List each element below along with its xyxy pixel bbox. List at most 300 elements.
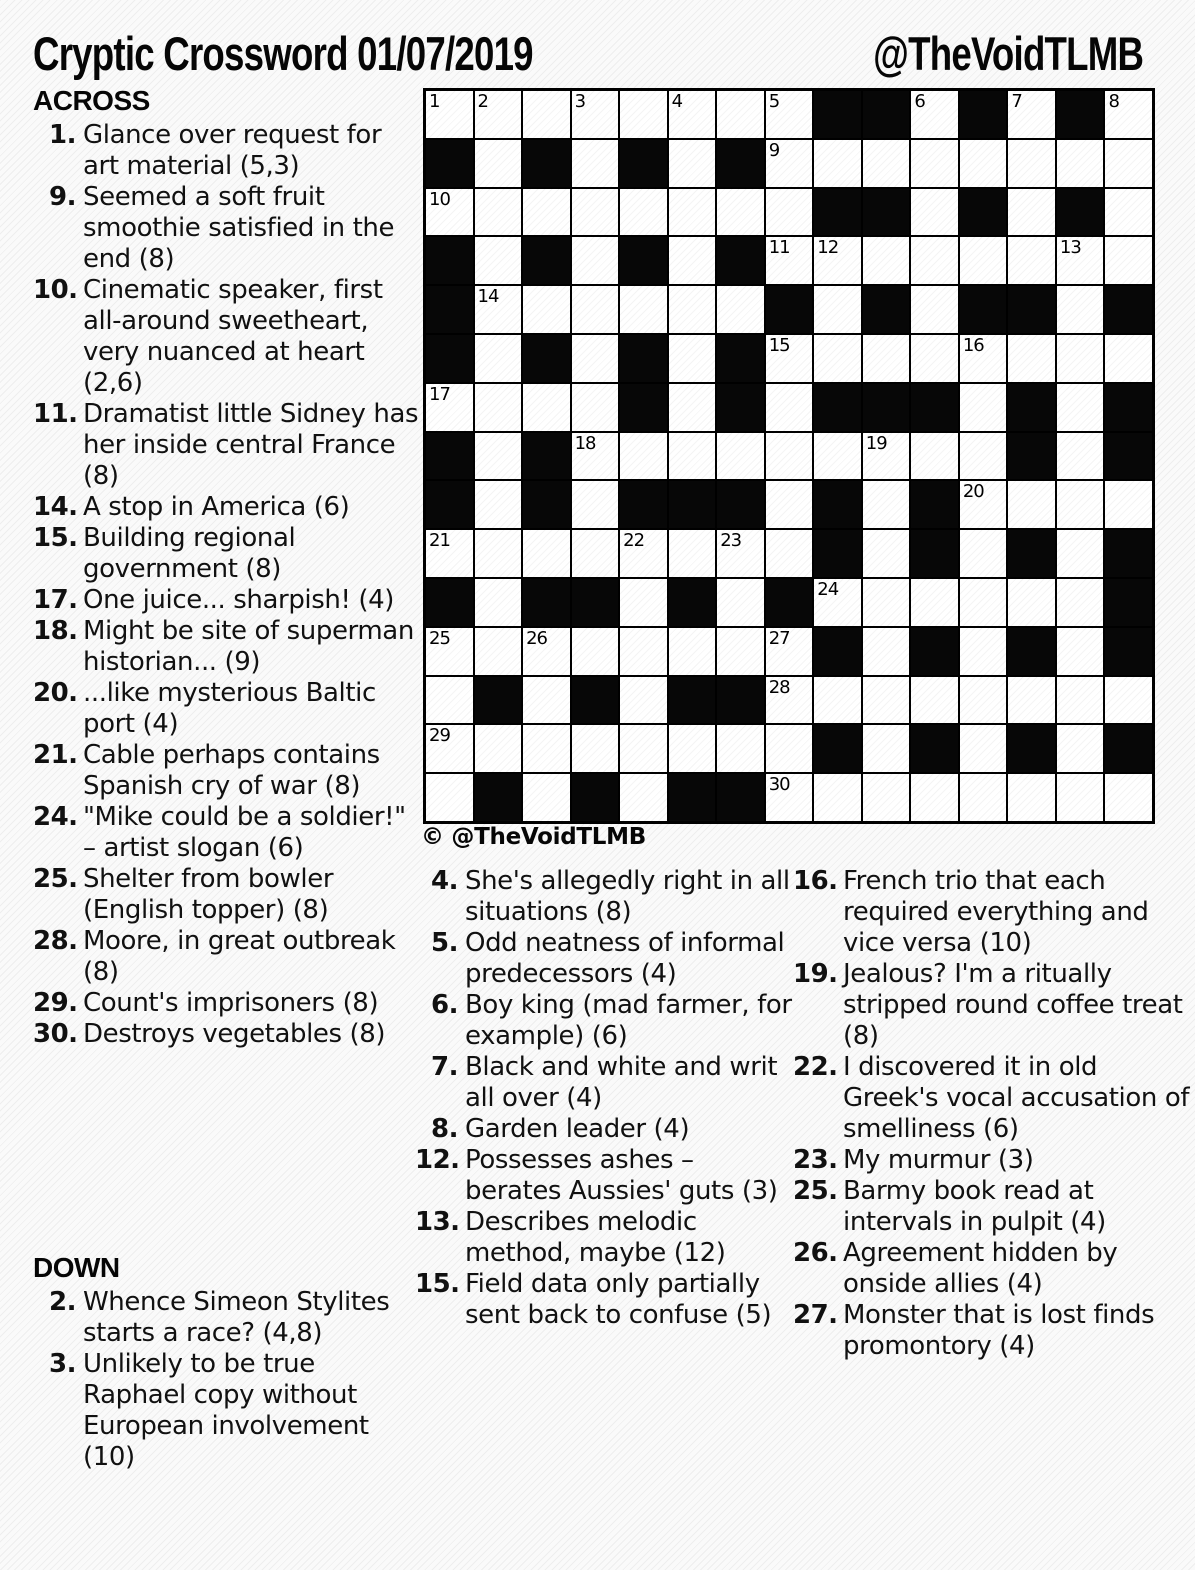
grid-cell[interactable] (813, 334, 862, 383)
grid-cell[interactable] (959, 773, 1008, 822)
cell-number: 9 (768, 139, 780, 161)
grid-cell-black (910, 724, 959, 773)
cell-number: 7 (1011, 91, 1022, 112)
clue-27-down (793, 1300, 1195, 1362)
grid-cell[interactable] (716, 627, 765, 676)
grid-cell[interactable] (668, 334, 717, 383)
clue-25-across (33, 864, 422, 926)
grid-cell-black (716, 773, 765, 822)
clue-number: 2. (49, 1287, 76, 1317)
grid-cell-black (716, 236, 765, 285)
grid-cell[interactable] (862, 139, 911, 188)
grid-cell-black (813, 90, 862, 139)
grid-cell[interactable] (1056, 676, 1105, 725)
grid-cell[interactable] (716, 188, 765, 237)
clue-text: I discovered it in old Greek's vocal accusation of smelliness (6) (843, 1052, 1190, 1144)
copyright: © @TheVoidTLMB (421, 824, 646, 850)
clue-21-across (33, 740, 422, 802)
grid-cell[interactable] (571, 285, 620, 334)
grid-cell[interactable] (1056, 432, 1105, 481)
grid-cell[interactable] (619, 285, 668, 334)
grid-cell[interactable] (1104, 236, 1153, 285)
clue-number: 26. (793, 1238, 838, 1268)
grid-cell[interactable] (716, 90, 765, 139)
grid-cell[interactable] (959, 236, 1008, 285)
grid-cell[interactable] (1056, 139, 1105, 188)
grid-cell[interactable] (765, 480, 814, 529)
clue-number: 22. (793, 1052, 838, 1082)
grid-cell[interactable] (571, 334, 620, 383)
grid-cell-black (1104, 578, 1153, 627)
grid-cell[interactable] (1007, 480, 1056, 529)
grid-cell[interactable] (1056, 236, 1105, 285)
grid-cell[interactable] (716, 432, 765, 481)
grid-cell[interactable] (522, 90, 571, 139)
clue-text: Monster that is lost finds promontory (4) (843, 1300, 1155, 1361)
clue-16-down (793, 866, 1195, 959)
grid-cell-black (959, 188, 1008, 237)
grid-cell[interactable] (862, 724, 911, 773)
page-title: Cryptic Crossword 01/07/2019 (33, 27, 533, 80)
clue-10-across (33, 275, 422, 399)
grid-cell[interactable] (1007, 578, 1056, 627)
clue-15-down (415, 1269, 795, 1331)
grid-cell-black (522, 334, 571, 383)
grid-cell-black (716, 334, 765, 383)
grid-cell[interactable] (910, 773, 959, 822)
grid-cell[interactable] (1104, 676, 1153, 725)
grid-cell[interactable] (619, 432, 668, 481)
clue-number: 20. (33, 678, 78, 708)
grid-cell[interactable] (425, 188, 474, 237)
grid-cell[interactable] (765, 90, 814, 139)
grid-cell[interactable] (765, 236, 814, 285)
clue-number: 24. (33, 802, 78, 832)
cell-number: 20 (962, 481, 984, 503)
clue-number: 6. (431, 990, 458, 1020)
cell-number: 16 (962, 334, 984, 356)
grid-cell[interactable] (910, 188, 959, 237)
grid-cell[interactable] (474, 578, 523, 627)
grid-cell-black (425, 236, 474, 285)
clue-text: Black and white and writ all over (4) (465, 1052, 778, 1113)
grid-cell[interactable] (619, 724, 668, 773)
clue-number: 16. (793, 866, 838, 896)
grid-cell[interactable] (862, 236, 911, 285)
grid-cell-black (619, 383, 668, 432)
clue-number: 27. (793, 1300, 838, 1330)
grid-cell[interactable] (910, 676, 959, 725)
grid-cell-black (619, 236, 668, 285)
grid-cell[interactable] (474, 529, 523, 578)
grid-cell-black (862, 188, 911, 237)
grid-cell[interactable] (668, 383, 717, 432)
grid-cell[interactable] (474, 334, 523, 383)
grid-cell-black (668, 578, 717, 627)
clue-number: 19. (793, 959, 838, 989)
grid-cell[interactable] (1056, 529, 1105, 578)
grid-cell[interactable] (1056, 724, 1105, 773)
grid-cell[interactable] (1056, 285, 1105, 334)
grid-cell[interactable] (765, 188, 814, 237)
grid-cell-black (1007, 724, 1056, 773)
grid-cell-black (716, 676, 765, 725)
grid-cell[interactable] (862, 529, 911, 578)
grid-cell[interactable] (522, 285, 571, 334)
grid-cell[interactable] (716, 285, 765, 334)
grid-cell[interactable] (813, 432, 862, 481)
grid-cell[interactable] (668, 627, 717, 676)
grid-cell[interactable] (765, 724, 814, 773)
down-section-middle (415, 866, 795, 1331)
grid-cell[interactable] (959, 529, 1008, 578)
grid-cell[interactable] (1104, 139, 1153, 188)
grid-cell[interactable] (1056, 627, 1105, 676)
grid-cell[interactable] (813, 578, 862, 627)
grid-cell[interactable] (1056, 334, 1105, 383)
clue-text: A stop in America (6) (83, 492, 350, 522)
down-clue-list-left (33, 1287, 422, 1473)
clue-6-down (415, 990, 795, 1052)
grid-cell[interactable] (765, 627, 814, 676)
grid-cell[interactable] (571, 90, 620, 139)
grid-cell-black (813, 724, 862, 773)
clue-number: 8. (431, 1114, 458, 1144)
grid-cell-black (716, 383, 765, 432)
cell-number: 23 (720, 530, 742, 552)
grid-cell[interactable] (813, 285, 862, 334)
clue-text: Cable perhaps contains Spanish cry of war (8) (83, 740, 380, 801)
grid-cell[interactable] (813, 676, 862, 725)
clue-11-across (33, 399, 422, 492)
cell-number: 11 (768, 237, 790, 259)
down-clue-list-middle (415, 866, 795, 1331)
grid-cell[interactable] (571, 627, 620, 676)
clue-number: 4. (431, 866, 458, 896)
grid-cell[interactable] (862, 627, 911, 676)
grid-cell[interactable] (522, 383, 571, 432)
grid-cell[interactable] (1007, 334, 1056, 383)
grid-cell-black (522, 236, 571, 285)
grid-cell[interactable] (959, 139, 1008, 188)
grid-cell[interactable] (571, 724, 620, 773)
grid-cell[interactable] (425, 90, 474, 139)
grid-cell-black (1056, 90, 1105, 139)
grid-cell[interactable] (474, 627, 523, 676)
clue-number: 11. (33, 399, 78, 429)
grid-cell[interactable] (1104, 90, 1153, 139)
grid-cell-black (813, 529, 862, 578)
grid-cell[interactable] (1056, 480, 1105, 529)
grid-cell[interactable] (959, 724, 1008, 773)
cell-number: 17 (429, 383, 450, 405)
clue-number: 3. (49, 1349, 76, 1379)
clue-text: French trio that each required everything and vice versa (10) (843, 866, 1149, 958)
clue-number: 14. (33, 492, 78, 522)
grid-cell-black (571, 773, 620, 822)
across-heading: ACROSS (33, 85, 150, 116)
grid-cell[interactable] (425, 773, 474, 822)
grid-cell[interactable] (619, 627, 668, 676)
grid-cell-black (910, 480, 959, 529)
grid-cell[interactable] (910, 285, 959, 334)
clue-text: Boy king (mad farmer, for example) (6) (465, 990, 792, 1051)
clue-text: Unlikely to be true Raphael copy without European involvement (10) (83, 1349, 369, 1472)
grid-cell[interactable] (959, 383, 1008, 432)
grid-cell[interactable] (1007, 139, 1056, 188)
clue-23-down (793, 1145, 1195, 1176)
grid-cell[interactable] (959, 578, 1008, 627)
grid-cell[interactable] (668, 285, 717, 334)
cell-number: 29 (429, 725, 450, 747)
grid-cell[interactable] (910, 334, 959, 383)
clue-24-across (33, 802, 422, 864)
grid-cell-black (1104, 529, 1153, 578)
grid-cell-black (522, 139, 571, 188)
clue-text: Garden leader (4) (465, 1114, 690, 1144)
grid-cell[interactable] (813, 139, 862, 188)
clue-number: 5. (431, 928, 458, 958)
grid-cell[interactable] (1056, 383, 1105, 432)
grid-cell-black (1007, 529, 1056, 578)
grid-cell[interactable] (668, 188, 717, 237)
grid-cell[interactable] (765, 334, 814, 383)
across-clue-list (33, 120, 422, 1050)
clue-number: 12. (415, 1145, 460, 1175)
grid-cell[interactable] (474, 188, 523, 237)
crossword-grid[interactable] (423, 88, 1155, 824)
grid-cell[interactable] (571, 480, 620, 529)
grid-cell[interactable] (668, 432, 717, 481)
grid-cell[interactable] (571, 188, 620, 237)
grid-cell[interactable] (959, 676, 1008, 725)
grid-cell-black (910, 529, 959, 578)
grid-cell[interactable] (862, 334, 911, 383)
grid-cell[interactable] (765, 773, 814, 822)
cell-number: 27 (768, 627, 790, 649)
cell-number: 30 (768, 774, 790, 796)
grid-cell[interactable] (910, 90, 959, 139)
grid-cell-black (765, 285, 814, 334)
grid-cell[interactable] (910, 432, 959, 481)
grid-cell[interactable] (959, 432, 1008, 481)
grid-cell[interactable] (1007, 676, 1056, 725)
grid-cell[interactable] (862, 578, 911, 627)
grid-cell-black (959, 90, 1008, 139)
clue-text: One juice... sharpish! (4) (83, 585, 394, 615)
grid-cell-black (425, 139, 474, 188)
grid-cell[interactable] (959, 627, 1008, 676)
clue-text: Seemed a soft fruit smoothie satisfied in the end (8) (83, 182, 395, 274)
grid-cell[interactable] (425, 676, 474, 725)
grid-cell[interactable] (765, 383, 814, 432)
grid-cell[interactable] (716, 724, 765, 773)
grid-cell[interactable] (1104, 188, 1153, 237)
grid-cell-black (910, 383, 959, 432)
clue-text: ...like mysterious Baltic port (4) (83, 678, 376, 739)
grid-cell[interactable] (1007, 773, 1056, 822)
grid-cell[interactable] (474, 724, 523, 773)
clue-26-down (793, 1238, 1195, 1300)
grid-cell[interactable] (425, 724, 474, 773)
grid-cell[interactable] (668, 724, 717, 773)
clue-text: Possesses ashes – berates Aussies' guts (3) (465, 1145, 778, 1206)
grid-cell[interactable] (571, 139, 620, 188)
cell-number: 19 (865, 432, 887, 454)
grid-cell-black (1007, 383, 1056, 432)
clue-30-across (33, 1019, 422, 1050)
clue-14-across (33, 492, 422, 523)
grid-cell[interactable] (474, 480, 523, 529)
clue-text: Moore, in great outbreak (8) (83, 926, 396, 987)
grid-cell[interactable] (910, 578, 959, 627)
clue-3-down (33, 1349, 422, 1473)
grid-cell[interactable] (668, 139, 717, 188)
grid-cell[interactable] (862, 773, 911, 822)
grid-cell-black (668, 773, 717, 822)
grid-cell[interactable] (619, 90, 668, 139)
grid-cell[interactable] (1007, 188, 1056, 237)
grid-cell[interactable] (522, 724, 571, 773)
grid-cell[interactable] (619, 188, 668, 237)
clue-12-down (415, 1145, 795, 1207)
grid-cell[interactable] (1007, 90, 1056, 139)
down-heading: DOWN (33, 1252, 120, 1283)
grid-cell[interactable] (619, 529, 668, 578)
grid-cell[interactable] (910, 236, 959, 285)
grid-cell[interactable] (668, 529, 717, 578)
grid-cell-black (1007, 285, 1056, 334)
down-section-right (793, 866, 1195, 1362)
cell-number: 3 (574, 91, 586, 112)
grid-cell[interactable] (765, 432, 814, 481)
clue-text: Field data only partially sent back to confuse (5) (465, 1269, 772, 1330)
clue-text: Whence Simeon Stylites starts a race? (4,8) (83, 1287, 390, 1348)
grid-cell-black (1104, 724, 1153, 773)
grid-cell[interactable] (862, 480, 911, 529)
grid-cell[interactable] (1007, 236, 1056, 285)
clue-1-across (33, 120, 422, 182)
clue-9-across (33, 182, 422, 275)
grid-cell-black (668, 480, 717, 529)
grid-cell[interactable] (619, 578, 668, 627)
grid-cell[interactable] (1104, 334, 1153, 383)
grid-cell-black (1104, 285, 1153, 334)
grid-cell[interactable] (959, 334, 1008, 383)
grid-cell-black (522, 432, 571, 481)
grid-cell-black (1104, 627, 1153, 676)
grid-cell[interactable] (813, 773, 862, 822)
grid-cell[interactable] (862, 676, 911, 725)
grid-cell[interactable] (474, 432, 523, 481)
grid-cell[interactable] (474, 285, 523, 334)
grid-cell[interactable] (474, 236, 523, 285)
clue-number: 10. (33, 275, 78, 305)
grid-cell-black (813, 188, 862, 237)
grid-cell[interactable] (765, 139, 814, 188)
grid-cell-black (474, 676, 523, 725)
cell-number: 8 (1108, 91, 1119, 112)
clue-text: Destroys vegetables (8) (83, 1019, 386, 1049)
cell-number: 22 (623, 530, 645, 552)
grid-cell[interactable] (425, 627, 474, 676)
grid-cell[interactable] (571, 432, 620, 481)
grid-cell[interactable] (571, 529, 620, 578)
clue-number: 25. (793, 1176, 838, 1206)
grid-cell-black (1104, 383, 1153, 432)
grid-cell[interactable] (1056, 578, 1105, 627)
grid-cell[interactable] (619, 773, 668, 822)
grid-cell[interactable] (668, 90, 717, 139)
grid-cell[interactable] (910, 139, 959, 188)
grid-cell[interactable] (1104, 480, 1153, 529)
grid-cell-black (425, 578, 474, 627)
grid-cell[interactable] (522, 529, 571, 578)
clue-text: She's allegedly right in all situations (8) (465, 866, 790, 927)
grid-cell[interactable] (522, 627, 571, 676)
clue-number: 17. (33, 585, 78, 615)
grid-cell-black (813, 383, 862, 432)
grid-cell[interactable] (813, 236, 862, 285)
grid-cell[interactable] (959, 480, 1008, 529)
clue-number: 28. (33, 926, 78, 956)
grid-cell[interactable] (716, 578, 765, 627)
cell-number: 15 (768, 334, 790, 356)
grid-cell-black (425, 432, 474, 481)
grid-cell[interactable] (765, 676, 814, 725)
grid-cell-black (813, 627, 862, 676)
cell-number: 5 (768, 91, 780, 112)
clue-text: My murmur (3) (843, 1145, 1034, 1175)
grid-cell[interactable] (571, 383, 620, 432)
grid-cell[interactable] (474, 90, 523, 139)
grid-cell[interactable] (1056, 773, 1105, 822)
clue-text: Glance over request for art material (5,3) (83, 120, 382, 181)
grid-cell[interactable] (425, 383, 474, 432)
grid-cell[interactable] (862, 432, 911, 481)
grid-cell[interactable] (716, 529, 765, 578)
cell-number: 26 (526, 627, 547, 649)
grid-cell[interactable] (619, 676, 668, 725)
grid-cell-black (425, 285, 474, 334)
grid-cell[interactable] (522, 773, 571, 822)
grid-cell[interactable] (522, 676, 571, 725)
clue-number: 7. (431, 1052, 458, 1082)
grid-cell[interactable] (571, 236, 620, 285)
cell-number: 28 (768, 676, 790, 698)
clue-18-across (33, 616, 422, 678)
clue-5-down (415, 928, 795, 990)
grid-cell[interactable] (1104, 773, 1153, 822)
cell-number: 25 (429, 627, 450, 649)
grid-cell-black (1104, 432, 1153, 481)
clue-19-down (793, 959, 1195, 1052)
clue-number: 29. (33, 988, 78, 1018)
grid-cell-black (668, 676, 717, 725)
grid-cell[interactable] (474, 383, 523, 432)
grid-cell[interactable] (425, 529, 474, 578)
clue-number: 1. (49, 120, 76, 150)
grid-cell-black (1056, 188, 1105, 237)
grid-cell[interactable] (668, 236, 717, 285)
cell-number: 21 (429, 530, 450, 552)
grid-cell[interactable] (522, 188, 571, 237)
grid-cell-black (474, 773, 523, 822)
grid-cell[interactable] (474, 139, 523, 188)
clue-number: 30. (33, 1019, 78, 1049)
grid-cell-black (862, 90, 911, 139)
grid-cell[interactable] (765, 529, 814, 578)
